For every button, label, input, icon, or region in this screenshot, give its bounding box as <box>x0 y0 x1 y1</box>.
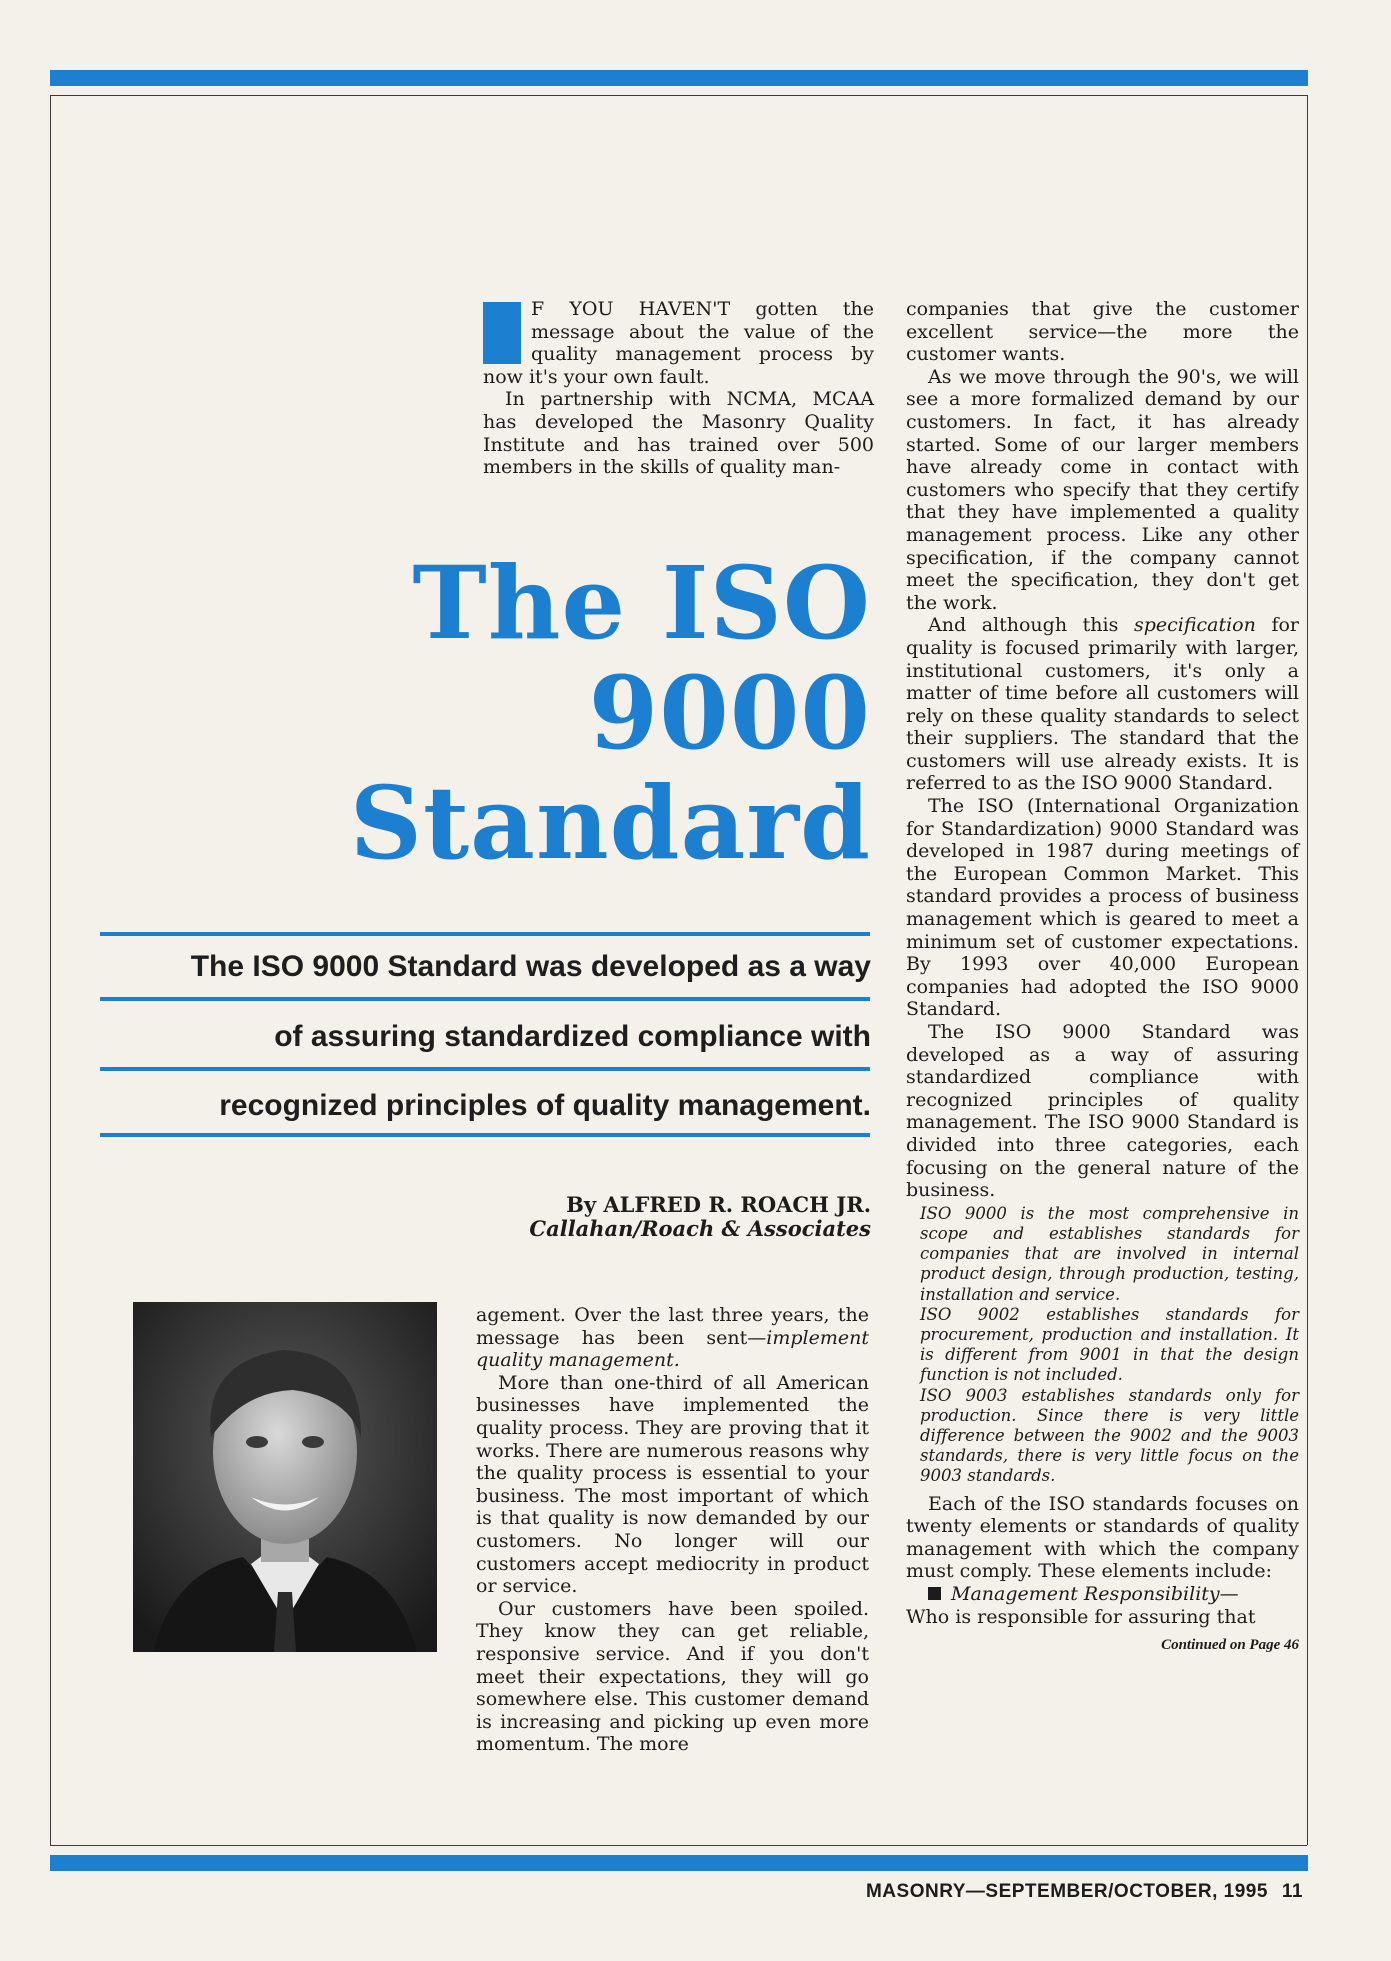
author-name: By ALFRED R. ROACH JR. <box>566 1192 871 1217</box>
col3-p3-text-a: And although this <box>928 614 1134 637</box>
col3-p3-text-c: for quality is focused primarily with larger, institutional customers, it's only a matter of time before all customers will rely on these quality standards to select their suppliers. The standard that the customers will use already exists. It is referred to as the ISO 9000 Standard. <box>906 614 1300 795</box>
headline-line-2: 9000 <box>588 654 871 772</box>
square-bullet-icon <box>928 1587 941 1600</box>
byline <box>529 1193 871 1241</box>
col3-paragraph-4: The ISO (International Organization for Standardization) 9000 Standard was developed in 1987 during meetings of the European Common Market. This standard provides a process of business management which is geared to meet a minimum set of customer expectations. By 1993 over 40,000 European companies had adopted the ISO 9000 Standard. <box>906 795 1299 1021</box>
frame-bottom-line <box>50 1845 1307 1846</box>
col3-paragraph-1: companies that give the customer excellent service—the more the customer wants. <box>906 298 1299 366</box>
lead-paragraph-2: In partnership with NCMA, MCAA has developed the Masonry Quality Institute and has trained over 500 members in the skills of quality man- <box>483 388 874 479</box>
author-portrait-icon <box>133 1302 437 1652</box>
deck-line-2: of assuring standardized compliance with <box>274 1020 871 1053</box>
col2-paragraph-2: More than one-third of all American businesses have implemented the quality process. They are proving that it works. There are numerous reasons why the quality process is essential to your business. The most important of which is that quality is now demanded by our customers. No longer will our customers accept mediocrity in product or service. <box>476 1371 869 1598</box>
col3-paragraph-3 <box>906 614 1299 795</box>
lead-column <box>483 298 874 479</box>
page-footer <box>866 1881 1303 1903</box>
col2-paragraph-1 <box>476 1304 869 1372</box>
deck-line-3: recognized principles of quality management. <box>219 1089 871 1122</box>
col3-p3-italic: specification <box>1133 614 1256 637</box>
iso-9003-item: ISO 9003 establishes standards only for production. Since there is very little difference between the 9002 and the 9003 standards, there is very little focus on the 9003 standards. <box>920 1385 1299 1486</box>
column-2 <box>476 1304 869 1756</box>
top-accent-bar <box>50 70 1308 86</box>
col3-paragraph-6: Each of the ISO standards focuses on twenty elements or standards of quality management with which the company must comply. These elements include: <box>906 1492 1299 1583</box>
drop-cap <box>483 302 521 364</box>
deck-line-1: The ISO 9000 Standard was developed as a way <box>190 950 871 983</box>
author-company: Callahan/Roach & Associates <box>529 1216 871 1241</box>
col2-p1-italic: implement quality management. <box>476 1326 869 1372</box>
deck-rule-1 <box>100 932 870 936</box>
column-3 <box>906 298 1299 1657</box>
lead-text: F YOU HAVEN'T gotten the message about the value of the quality management process by now it's your own fault. <box>483 298 874 388</box>
iso-9000-item: ISO 9000 is the most comprehensive in scope and establishes standards for companies that are involved in internal product design, through production, testing, installation and service. <box>920 1203 1299 1304</box>
col3-paragraph-5: The ISO 9000 Standard was developed as a way of assuring standardized compliance with recognized principles of quality management. The ISO 9000 Standard is divided into three categories, each focusing on the general nature of the business. <box>906 1021 1299 1202</box>
bullet-label: Management Responsibility— <box>951 1582 1239 1605</box>
col3-paragraph-2: As we move through the 90's, we will see a more formalized demand by our customers. In fact, it has already started. Some of our larger members have already come in contact with customers who specify that they certify that they have implemented a quality management process. Like any other specification, if the company cannot meet the specification, they don't get the work. <box>906 365 1299 614</box>
continued-note: Continued on Page 46 <box>1161 1637 1299 1654</box>
deck-rule-2 <box>100 997 870 1001</box>
footer-publication: MASONRY—SEPTEMBER/OCTOBER, 1995 <box>865 1881 1268 1902</box>
deck-rule-4 <box>100 1133 870 1137</box>
bullet-continuation: Who is responsible for assuring that <box>906 1605 1256 1628</box>
deck-rule-3 <box>100 1067 870 1071</box>
lead-paragraph <box>483 298 874 388</box>
page-number: 11 <box>1281 1881 1303 1902</box>
headline-line-1: The ISO <box>412 544 871 662</box>
bottom-accent-bar <box>50 1855 1308 1871</box>
elements-bullet <box>906 1583 1299 1606</box>
headline-line-3: Standard <box>349 764 871 882</box>
col2-p1-text: agement. Over the last three years, the message has been sent— <box>476 1304 869 1349</box>
iso-standards-list <box>906 1204 1299 1487</box>
col2-paragraph-3: Our customers have been spoiled. They know they can get reliable, responsive service. And if you don't meet their expectations, they will go somewhere else. This customer demand is increasing and picking up even more momentum. The more <box>476 1597 869 1756</box>
iso-9002-item: ISO 9002 establishes standards for procurement, production and installation. It is different from 9001 in that the design function is not included. <box>920 1304 1299 1385</box>
portrait-svg <box>133 1302 437 1652</box>
headline <box>349 544 871 882</box>
